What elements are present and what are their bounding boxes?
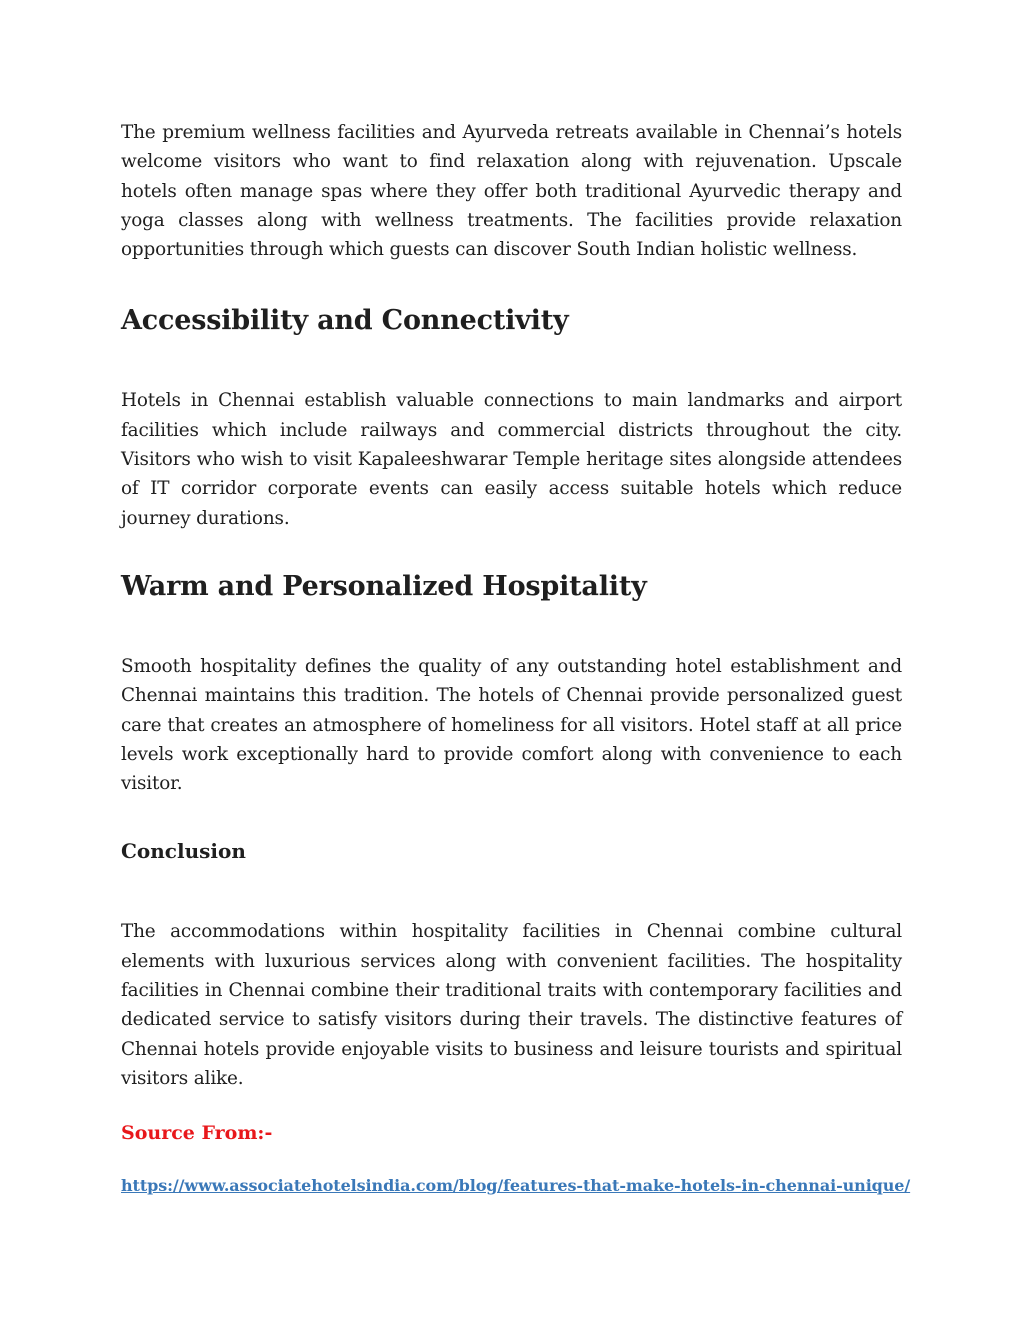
conclusion-paragraph: The accommodations within hospitality facilities in Chennai combine cultural elements with luxurious services along with convenient facilities. The hospitality facilities in Chennai combine their traditional traits with contemporary facilities and dedicated service to satisfy visitors during their travels. The distinctive features of Chennai hotels provide enjoyable visits to business and leisure tourists and spiritual visitors alike. — [121, 921, 902, 1089]
document-page — [121, 118, 911, 1196]
source-link[interactable]: https://www.associatehotelsindia.com/blog/features-that-make-hotels-in-chennai-unique/ — [121, 1176, 911, 1196]
intro-paragraph: The premium wellness facilities and Ayurveda retreats available in Chennai’s hotels welcome visitors who want to find relaxation along with rejuvenation. Upscale hotels often manage spas where they offer both traditional Ayurvedic therapy and yoga classes along with wellness treatments. The facilities provide relaxation opportunities through which guests can discover South Indian holistic wellness. — [121, 122, 902, 261]
accessibility-paragraph: Hotels in Chennai establish valuable connections to main landmarks and airport facilities which include railways and commercial districts throughout the city. Visitors who wish to visit Kapaleeshwarar Temple heritage sites alongside attendees of IT corridor corporate events can easily access suitable hotels which reduce journey durations. — [121, 390, 902, 529]
hospitality-heading: Warm and Personalized Hospitality — [121, 570, 647, 602]
accessibility-heading: Accessibility and Connectivity — [121, 305, 569, 337]
source-label: Source From:- — [121, 1122, 273, 1145]
hospitality-paragraph: Smooth hospitality defines the quality of any outstanding hotel establishment and Chennai maintains this tradition. The hotels of Chennai provide personalized guest care that creates an atmosphere of homeliness for all visitors. Hotel staff at all price levels work exceptionally hard to provide comfort along with convenience to each visitor. — [121, 655, 902, 795]
source-link-container — [121, 1176, 911, 1196]
conclusion-heading: Conclusion — [121, 839, 246, 864]
